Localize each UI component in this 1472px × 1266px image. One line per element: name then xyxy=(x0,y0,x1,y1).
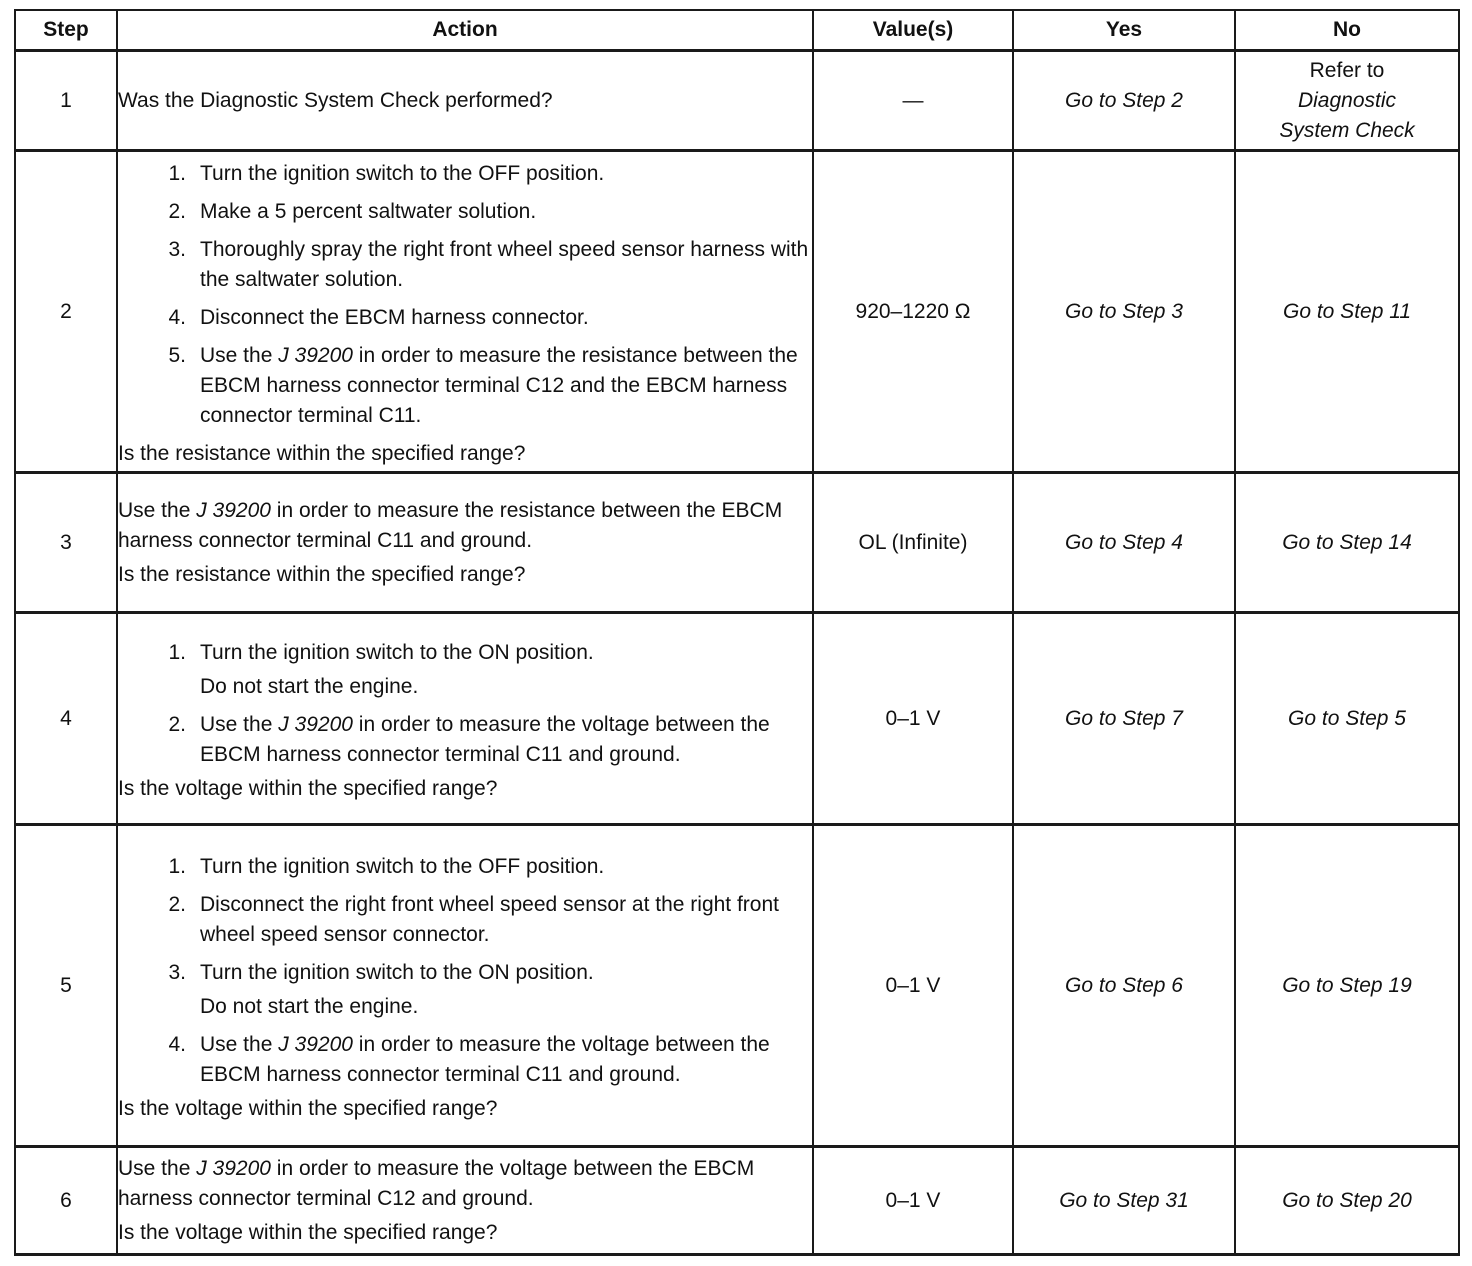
substep-number: 2. xyxy=(168,199,186,223)
substep-number: 1. xyxy=(168,854,186,878)
yes-cell: Go to Step 6 xyxy=(1013,825,1235,1147)
header-action: Action xyxy=(117,10,813,51)
tool-name: J 39200 xyxy=(278,1032,353,1056)
action-cell xyxy=(117,613,813,825)
table-row-step-1 xyxy=(15,51,1459,151)
action-question: Was the Diagnostic System Check performed? xyxy=(118,88,553,112)
yes-cell: Go to Step 7 xyxy=(1013,613,1235,825)
substep-list xyxy=(118,159,812,431)
header-step: Step xyxy=(15,10,117,51)
substep-text: Turn the ignition switch to the OFF position. xyxy=(200,854,605,878)
header-no: No xyxy=(1235,10,1459,51)
substep-text: Make a 5 percent saltwater solution. xyxy=(200,199,537,223)
action-instruction xyxy=(118,496,812,556)
text-run: Use the xyxy=(200,1032,279,1056)
action-cell xyxy=(117,473,813,613)
text-run: in order to measure the voltage between the EBCM harness connector terminal C11 and ground. xyxy=(200,712,770,766)
table-row-step-6 xyxy=(15,1147,1459,1255)
step-number: 4 xyxy=(15,613,117,825)
substep xyxy=(118,710,812,770)
no-ref-line3: System Check xyxy=(1279,118,1415,142)
substep-number: 2. xyxy=(168,712,186,736)
table-row-step-4 xyxy=(15,613,1459,825)
action-cell xyxy=(117,151,813,473)
action-question: Is the voltage within the specified range? xyxy=(118,1096,498,1120)
value-cell: 0–1 V xyxy=(813,825,1013,1147)
text-run: in order to measure the resistance between the EBCM harness connector terminal C12 and the EBCM harness connector terminal C11. xyxy=(200,343,798,427)
header-values: Value(s) xyxy=(813,10,1013,51)
step-number: 3 xyxy=(15,473,117,613)
substep xyxy=(118,958,812,988)
text-run: Use the xyxy=(118,498,197,522)
no-cell xyxy=(1235,51,1459,151)
step-number: 5 xyxy=(15,825,117,1147)
step-number: 1 xyxy=(15,51,117,151)
substep-list xyxy=(118,1030,812,1090)
substep-number: 4. xyxy=(168,305,186,329)
substep-text xyxy=(200,341,812,431)
yes-cell: Go to Step 31 xyxy=(1013,1147,1235,1255)
value-cell: 920–1220 Ω xyxy=(813,151,1013,473)
substep-number: 1. xyxy=(168,161,186,185)
substep-list xyxy=(118,852,812,988)
step-number: 6 xyxy=(15,1147,117,1255)
substep-text: Turn the ignition switch to the ON position. xyxy=(200,960,594,984)
substep xyxy=(118,159,812,189)
substep xyxy=(118,303,812,333)
table-row-step-5 xyxy=(15,825,1459,1147)
text-run: in order to measure the resistance between the EBCM harness connector terminal C11 and ground. xyxy=(118,498,783,552)
text-run: Use the xyxy=(200,343,279,367)
substep-number: 2. xyxy=(168,892,186,916)
action-question: Is the resistance within the specified range? xyxy=(118,562,526,586)
table-row-step-3 xyxy=(15,473,1459,613)
value-cell: OL (Infinite) xyxy=(813,473,1013,613)
substep xyxy=(118,852,812,882)
substep xyxy=(118,890,812,950)
no-cell: Go to Step 14 xyxy=(1235,473,1459,613)
substep-text xyxy=(200,710,812,770)
substep-text: Disconnect the EBCM harness connector. xyxy=(200,305,589,329)
text-run: in order to measure the voltage between the EBCM harness connector terminal C11 and ground. xyxy=(200,1032,770,1086)
no-cell: Go to Step 11 xyxy=(1235,151,1459,473)
no-cell: Go to Step 20 xyxy=(1235,1147,1459,1255)
substep-number: 5. xyxy=(168,343,186,367)
no-cell: Go to Step 5 xyxy=(1235,613,1459,825)
substep xyxy=(118,197,812,227)
action-instruction xyxy=(118,1154,812,1214)
tool-name: J 39200 xyxy=(196,498,271,522)
substep xyxy=(118,235,812,295)
no-ref-line1: Refer to xyxy=(1309,58,1385,82)
text-run: Use the xyxy=(200,712,279,736)
value-cell: 0–1 V xyxy=(813,613,1013,825)
substep xyxy=(118,638,812,668)
substep-text: Disconnect the right front wheel speed sensor at the right front wheel speed sensor connector. xyxy=(200,892,779,946)
yes-cell: Go to Step 2 xyxy=(1013,51,1235,151)
no-ref-line2: Diagnostic xyxy=(1297,88,1397,112)
action-question: Is the voltage within the specified range? xyxy=(118,1220,498,1244)
no-cell: Go to Step 19 xyxy=(1235,825,1459,1147)
yes-cell: Go to Step 3 xyxy=(1013,151,1235,473)
table-row-step-2 xyxy=(15,151,1459,473)
substep xyxy=(118,341,812,431)
step-number: 2 xyxy=(15,151,117,473)
header-row xyxy=(15,10,1459,51)
header-yes: Yes xyxy=(1013,10,1235,51)
substep-note: Do not start the engine. xyxy=(200,994,419,1018)
tool-name: J 39200 xyxy=(196,1156,271,1180)
substep xyxy=(118,1030,812,1090)
substep-list xyxy=(118,638,812,668)
substep-text: Turn the ignition switch to the OFF position. xyxy=(200,161,605,185)
substep-note: Do not start the engine. xyxy=(200,674,419,698)
action-question: Is the resistance within the specified range? xyxy=(118,441,526,465)
action-cell xyxy=(117,825,813,1147)
substep-list xyxy=(118,710,812,770)
diagnostic-table xyxy=(14,9,1460,1256)
substep-number: 3. xyxy=(168,960,186,984)
tool-name: J 39200 xyxy=(278,712,353,736)
text-run: Use the xyxy=(118,1156,197,1180)
substep-number: 1. xyxy=(168,640,186,664)
value-cell: — xyxy=(813,51,1013,151)
tool-name: J 39200 xyxy=(278,343,353,367)
text-run: in order to measure the voltage between the EBCM harness connector terminal C12 and ground. xyxy=(118,1156,755,1210)
action-cell xyxy=(117,51,813,151)
substep-text: Turn the ignition switch to the ON position. xyxy=(200,640,594,664)
substep-text xyxy=(200,1030,812,1090)
substep-text: Thoroughly spray the right front wheel speed sensor harness with the saltwater solution. xyxy=(200,237,809,291)
action-question: Is the voltage within the specified range? xyxy=(118,776,498,800)
value-cell: 0–1 V xyxy=(813,1147,1013,1255)
substep-number: 4. xyxy=(168,1032,186,1056)
yes-cell: Go to Step 4 xyxy=(1013,473,1235,613)
substep-number: 3. xyxy=(168,237,186,261)
action-cell xyxy=(117,1147,813,1255)
